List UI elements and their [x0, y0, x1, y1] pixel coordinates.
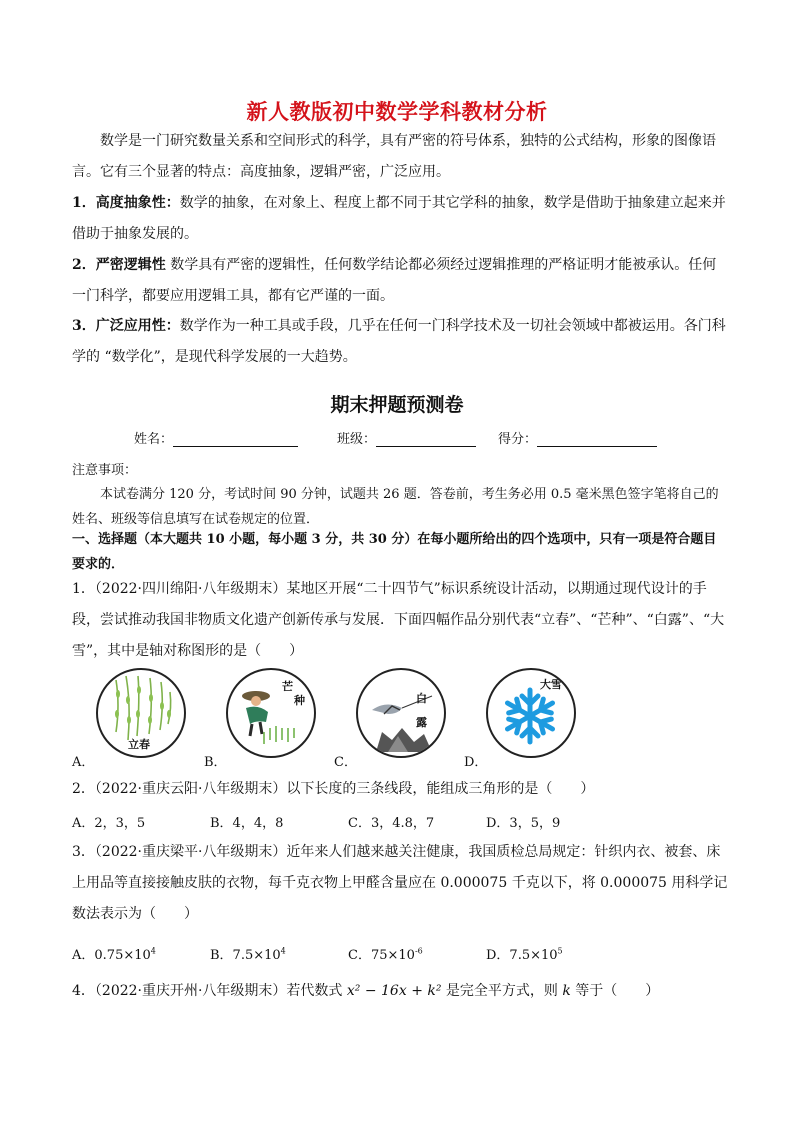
q4-mid: 是完全平方式，则	[441, 983, 563, 999]
intro-item-2-text: 数学具有严密的逻辑性，任何数学结论都必须经过逻辑推理的严格证明才能被承认。任何一门科学，都要应用逻辑工具，都有它严谨的一面。	[72, 257, 717, 304]
intro-item-2-label: 2．严密逻辑性	[72, 257, 166, 273]
mangzhong-label-2: 种	[294, 694, 305, 707]
mangzhong-label-1: 芒	[282, 680, 293, 693]
exam-title: 期末押题预测卷	[330, 394, 464, 416]
intro-item-1	[72, 188, 728, 250]
q4-expression: x² − 16x + k²	[346, 983, 442, 999]
page-banner-title: 新人教版初中数学学科教材分析	[246, 100, 548, 124]
question-3-options	[72, 944, 732, 968]
intro-item-3-label: 3．广泛应用性：	[72, 318, 180, 334]
q3-option-d[interactable]: D．$7.5\times 10^5$	[486, 946, 563, 963]
q3-option-b[interactable]: B．$7.5\times 10^4$	[210, 946, 286, 963]
name-blank[interactable]	[173, 432, 298, 447]
class-field	[337, 428, 476, 448]
bailu-label-1: 白	[416, 692, 427, 705]
class-label: 班级：	[337, 432, 377, 447]
q4-suffix: 等于（ ）	[570, 983, 660, 999]
question-2-options	[72, 812, 732, 836]
question-4-text	[72, 976, 732, 1007]
section-1-heading: 一、选择题（本大题共 10 小题，每小题 3 分，共 30 分）在每小题所给出的四个选项中，只有一项是符合题目要求的．	[72, 532, 717, 572]
daxue-label: 大雪	[540, 678, 562, 691]
option-d-image[interactable]	[486, 668, 576, 758]
egret-illustration	[358, 670, 444, 756]
intro-item-3	[72, 311, 728, 373]
q1-option-c[interactable]: C．	[334, 755, 357, 770]
score-blank[interactable]	[537, 432, 657, 447]
class-blank[interactable]	[376, 432, 476, 447]
question-1-text: 1．（2022·四川绵阳·八年级期末）某地区开展“二十四节气”标识系统设计活动，以期通过现代设计的手段，尝试推动我国非物质文化遗产创新传承与发展．下面四幅作品分别代表“立春”、“芒种”、“白露”、“大雪”，其中是轴对称图形的是（ ）	[72, 581, 725, 659]
farmer-illustration	[228, 670, 314, 756]
q1-option-a[interactable]: A．	[72, 755, 95, 770]
q2-option-a[interactable]: A．2，3，5	[72, 816, 146, 831]
q2-option-d[interactable]: D．3，5，9	[486, 816, 561, 831]
question-3-text: 3．（2022·重庆梁平·八年级期末）近年来人们越来越关注健康，我国质检总局规定：针织内衣、被套、床上用品等直接接触皮肤的衣物，每千克衣物上甲醛含量应在 0.000075 千克以下，将 0.000075 用科学记数法表示为（ ）	[72, 844, 728, 922]
intro-item-1-label: 1．高度抽象性：	[72, 195, 180, 211]
bailu-label-2: 露	[416, 716, 427, 729]
intro-item-2	[72, 250, 728, 312]
intro-item-3-text: 数学作为一种工具或手段，几乎在任何一门科学技术及一切社会领域中都被运用。各门科学的 “数学化”，是现代科学发展的一大趋势。	[72, 318, 726, 365]
q1-option-b[interactable]: B．	[204, 755, 227, 770]
notice-text: 本试卷满分 120 分，考试时间 90 分钟，试题共 26 题．答卷前，考生务必用 0.5 毫米黑色签字笔将自己的姓名、班级等信息填写在试卷规定的位置．	[72, 487, 719, 527]
q2-option-b[interactable]: B．4，4，8	[210, 816, 284, 831]
score-field	[498, 428, 657, 448]
q2-option-c[interactable]: C．3，4.8，7	[348, 816, 435, 831]
name-field	[134, 428, 298, 448]
question-2-text: 2．（2022·重庆云阳·八年级期末）以下长度的三条线段，能组成三角形的是（ ）	[72, 781, 595, 797]
option-a-image[interactable]	[96, 668, 186, 758]
q3-option-c[interactable]: C．$75\times 10^{-6}$	[348, 946, 423, 963]
name-label: 姓名：	[134, 432, 174, 447]
q3-option-a[interactable]: A．$0.75\times 10^4$	[72, 946, 156, 963]
intro-paragraph: 数学是一门研究数量关系和空间形式的科学，具有严密的符号体系，独特的公式结构，形象的图像语言。它有三个显著的特点：高度抽象，逻辑严密，广泛应用。	[72, 133, 716, 180]
notice-title: 注意事项：	[72, 463, 138, 478]
q4-prefix: 4．（2022·重庆开州·八年级期末）若代数式	[72, 983, 347, 999]
option-b-image[interactable]	[226, 668, 316, 758]
option-c-image[interactable]	[356, 668, 446, 758]
q1-option-d[interactable]: D．	[464, 755, 488, 770]
intro-item-1-text: 数学的抽象，在对象上、程度上都不同于其它学科的抽象，数学是借助于抽象建立起来并借助于抽象发展的。	[72, 195, 726, 242]
q4-variable: k	[562, 983, 571, 999]
lichun-label: 立春	[128, 738, 150, 751]
score-label: 得分：	[498, 432, 538, 447]
